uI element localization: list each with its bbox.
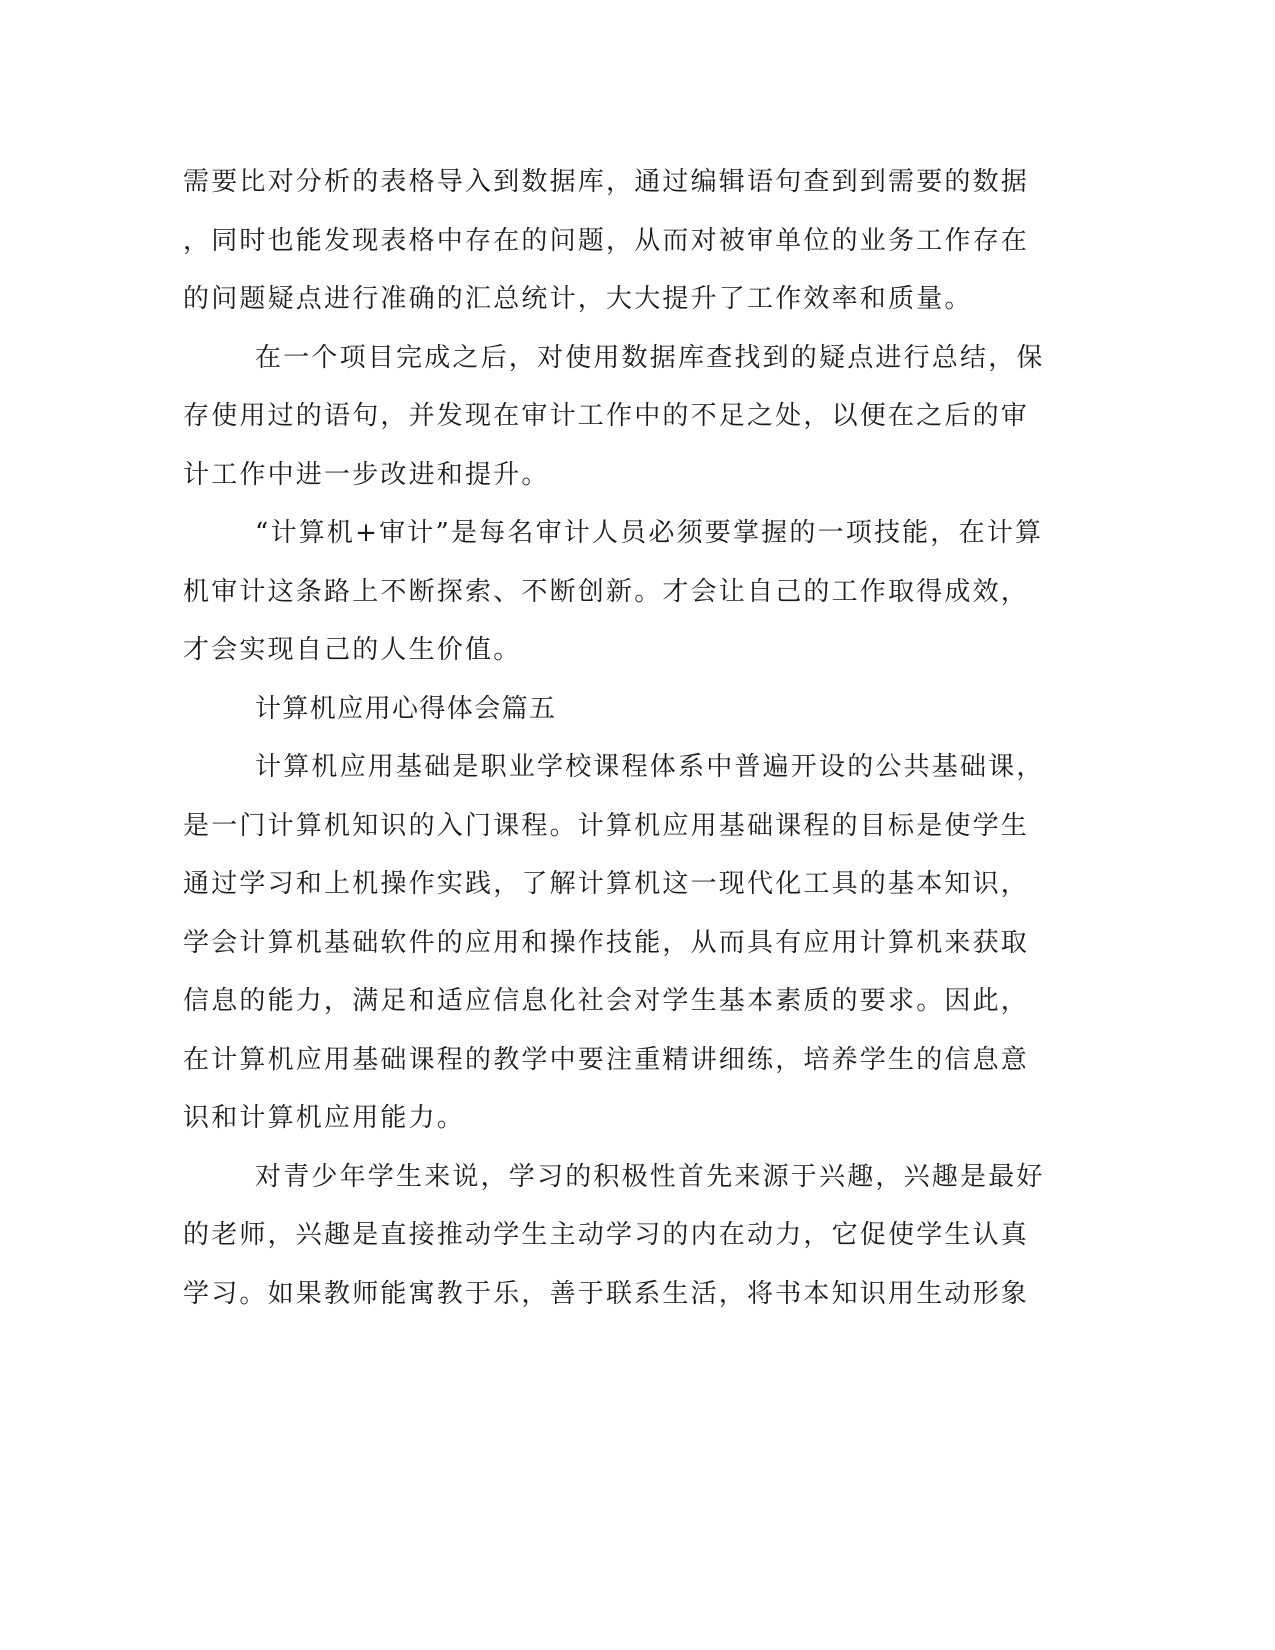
paragraph-line: 信息的能力，满足和适应信息化社会对学生基本素质的要求。因此，: [183, 986, 1030, 1016]
paragraph-line: 存使用过的语句，并发现在审计工作中的不足之处，以便在之后的审: [183, 401, 1030, 431]
paragraph-line: 的老师，兴趣是直接推动学生主动学习的内在动力，它促使学生认真: [183, 1220, 1030, 1250]
paragraph-line: 机审计这条路上不断探索、不断创新。才会让自己的工作取得成效，: [183, 576, 1030, 607]
paragraph-line: 学会计算机基础软件的应用和操作技能，从而具有应用计算机来获取: [183, 927, 1030, 958]
paragraph-line: 学习。如果教师能寓教于乐，善于联系生活，将书本知识用生动形象: [183, 1278, 1030, 1309]
paragraph-3: [183, 504, 1043, 680]
paragraph-1: [183, 153, 1043, 329]
paragraph-line: 识和计算机应用能力。: [183, 1103, 466, 1133]
paragraph-line: “计算机+审计”是每名审计人员必须要掌握的一项技能，在计算: [255, 518, 1044, 548]
paragraph-line: 的问题疑点进行准确的汇总统计，大大提升了工作效率和质量。: [183, 284, 973, 314]
paragraph-line: 才会实现自己的人生价值。: [183, 635, 522, 665]
paragraph-line: 对青少年学生来说，学习的积极性首先来源于兴趣，兴趣是最好: [255, 1161, 1045, 1192]
document-body: [183, 153, 1043, 1323]
paragraph-line: 计算机应用基础是职业学校课程体系中普遍开设的公共基础课，: [255, 752, 1045, 782]
paragraph-6: [183, 1148, 1043, 1324]
paragraph-line: ，同时也能发现表格中存在的问题，从而对被审单位的业务工作存在: [183, 225, 1030, 256]
paragraph-2: [183, 329, 1043, 505]
section-heading: [183, 680, 1043, 739]
paragraph-line: 计工作中进一步改进和提升。: [183, 459, 550, 490]
paragraph-line: 在计算机应用基础课程的教学中要注重精讲细练，培养学生的信息意: [183, 1044, 1030, 1075]
paragraph-line: 在一个项目完成之后，对使用数据库查找到的疑点进行总结，保: [255, 342, 1045, 373]
section-heading-text: 计算机应用心得体会篇五: [255, 693, 557, 724]
paragraph-5: [183, 738, 1043, 1148]
paragraph-line: 通过学习和上机操作实践，了解计算机这一现代化工具的基本知识，: [183, 869, 1030, 899]
paragraph-line: 需要比对分析的表格导入到数据库，通过编辑语句查到到需要的数据: [183, 167, 1030, 197]
paragraph-line: 是一门计算机知识的入门课程。计算机应用基础课程的目标是使学生: [183, 810, 1030, 841]
